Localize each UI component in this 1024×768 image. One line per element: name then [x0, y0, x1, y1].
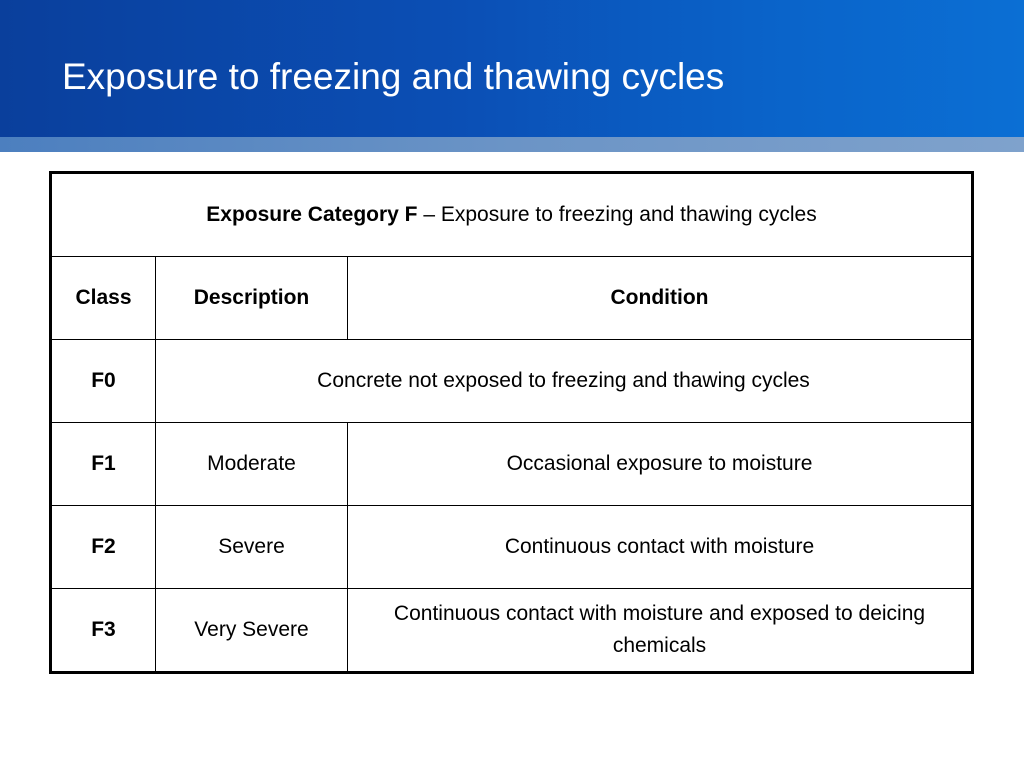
row-condition: Occasional exposure to moisture: [348, 423, 973, 506]
row-description: Severe: [156, 506, 348, 589]
row-class: F1: [51, 423, 156, 506]
header-row: [51, 257, 973, 340]
row-description: Moderate: [156, 423, 348, 506]
table-row-f0: [51, 340, 973, 423]
table-caption-row: [51, 173, 973, 257]
table-row-f3: [51, 589, 973, 673]
caption-category: Exposure Category F: [206, 203, 418, 226]
slide-title: Exposure to freezing and thawing cycles: [62, 56, 725, 97]
header-description: Description: [156, 257, 348, 340]
caption-description: – Exposure to freezing and thawing cycles: [417, 203, 817, 226]
row-description: Very Severe: [156, 589, 348, 673]
exposure-table: [49, 171, 974, 674]
title-accent-band: [0, 137, 1024, 152]
row-class: F0: [51, 340, 156, 423]
table-caption: [51, 173, 973, 257]
row-condition: Continuous contact with moisture: [348, 506, 973, 589]
header-class: Class: [51, 257, 156, 340]
row-merged-condition: Concrete not exposed to freezing and thawing cycles: [156, 340, 973, 423]
row-class: F3: [51, 589, 156, 673]
header-condition: Condition: [348, 257, 973, 340]
table-row-f2: [51, 506, 973, 589]
title-bar: [0, 0, 1024, 137]
row-condition: Continuous contact with moisture and exposed to deicing chemicals: [348, 589, 973, 673]
row-class: F2: [51, 506, 156, 589]
table-row-f1: [51, 423, 973, 506]
